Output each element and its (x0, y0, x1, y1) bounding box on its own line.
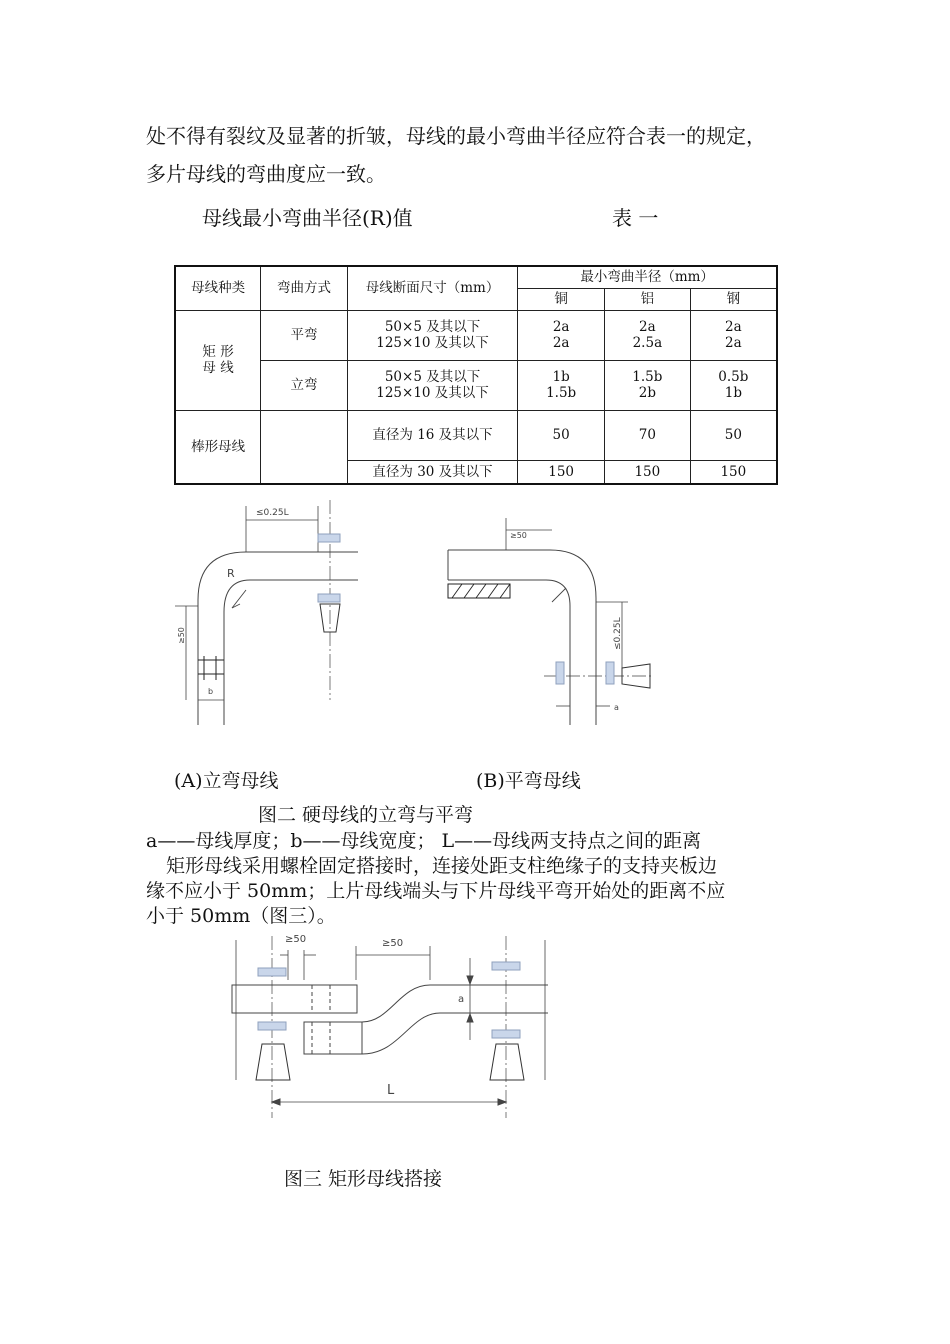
edge-copper-cell (518, 360, 605, 410)
intro-line-2: 多片母线的弯曲度应一致。 (146, 162, 386, 186)
header-type: 母线种类 (175, 266, 261, 310)
flat-st-1: 2a (725, 319, 742, 335)
flat-copper-cell (518, 310, 605, 360)
bend-radius-table (174, 265, 778, 485)
dim-right-label: ≤0.25L (613, 617, 623, 650)
rod-cu-1: 50 (518, 410, 605, 460)
rod-st-2: 150 (690, 460, 777, 484)
edge-bend-cell: 立弯 (261, 360, 348, 410)
edge-bend-diagram (175, 500, 358, 725)
header-size: 母线断面尺寸（mm） (347, 266, 517, 310)
edge-aluminum-cell (605, 360, 691, 410)
flat-cu-1: 2a (552, 319, 570, 335)
intro-line-1: 处不得有裂纹及显著的折皱，母线的最小弯曲半径应符合表一的规定， (146, 124, 766, 148)
radius-label: R (227, 567, 235, 580)
figure-2-drawing (0, 495, 950, 755)
edge-al-2: 2b (638, 385, 656, 401)
flat-cu-2: 2a (552, 335, 570, 351)
header-radius: 最小弯曲半径（mm） (518, 266, 777, 288)
rect-type-line-2: 母 线 (202, 360, 234, 376)
min50-right-label: ≥50 (510, 531, 527, 540)
flat-aluminum-cell (605, 310, 691, 360)
a-label: a (614, 703, 619, 712)
header-method: 弯曲方式 (261, 266, 348, 310)
rod-size-1: 直径为 16 及其以下 (347, 410, 517, 460)
rect-type-line-1: 矩 形 (202, 344, 234, 360)
rod-cu-2: 150 (518, 460, 605, 484)
edge-size-1: 50×5 及其以下 (384, 369, 481, 385)
header-steel: 钢 (690, 288, 777, 310)
figure-3-title: 图三 矩形母线搭接 (284, 1168, 443, 1190)
rod-method-cell (261, 410, 348, 484)
edge-al-1: 1.5b (632, 369, 663, 385)
flat-steel-cell (690, 310, 777, 360)
flat-al-1: 2a (639, 319, 656, 335)
para2-line-1: 矩形母线采用螺栓固定搭接时，连接处距支柱绝缘子的支持夹板边 (166, 855, 718, 877)
edge-cu-2: 1.5b (546, 385, 577, 401)
header-aluminum: 铝 (605, 288, 691, 310)
caption-a: (A)立弯母线 (174, 770, 279, 792)
flat-st-2: 2a (725, 335, 742, 351)
fig3-dim1-label: ≥50 (285, 934, 307, 945)
legend-line: a——母线厚度；b——母线宽度； L——母线两支持点之间的距离 (146, 830, 702, 852)
b-label: b (208, 687, 214, 696)
rod-st-1: 50 (690, 410, 777, 460)
flat-size-1: 50×5 及其以下 (384, 319, 481, 335)
edge-size-2: 125×10 及其以下 (376, 385, 489, 401)
flat-size-cell (347, 310, 517, 360)
caption-b: (B)平弯母线 (476, 770, 581, 792)
rod-al-1: 70 (605, 410, 691, 460)
edge-size-cell (347, 360, 517, 410)
dim-left-label: ≤0.25L (256, 508, 289, 518)
edge-st-1: 0.5b (718, 369, 749, 385)
flat-al-2: 2.5a (632, 335, 663, 351)
para2-line-3: 小于 50mm（图三）。 (146, 905, 336, 927)
flat-bend-cell: 平弯 (261, 310, 348, 360)
rod-busbar-cell: 棒形母线 (175, 410, 261, 484)
rect-busbar-cell (175, 310, 261, 410)
edge-cu-1: 1b (552, 369, 570, 385)
table-title: 母线最小弯曲半径(R)值 (202, 206, 413, 230)
fig3-L-label: L (387, 1083, 395, 1098)
figure-3-drawing (0, 928, 950, 1128)
table-label: 表 一 (612, 206, 659, 230)
min50-left-label: ≥50 (177, 627, 186, 644)
figure-2-title: 图二 硬母线的立弯与平弯 (258, 804, 474, 826)
flat-size-2: 125×10 及其以下 (376, 335, 489, 351)
fig3-a-label: a (458, 994, 465, 1005)
rod-al-2: 150 (605, 460, 691, 484)
edge-st-2: 1b (724, 385, 742, 401)
para2-line-2: 缘不应小于 50mm；上片母线端头与下片母线平弯开始处的距离不应 (146, 880, 726, 902)
header-copper: 铜 (518, 288, 605, 310)
edge-steel-cell (690, 360, 777, 410)
rod-size-2: 直径为 30 及其以下 (347, 460, 517, 484)
fig3-dim2-label: ≥50 (382, 938, 404, 949)
